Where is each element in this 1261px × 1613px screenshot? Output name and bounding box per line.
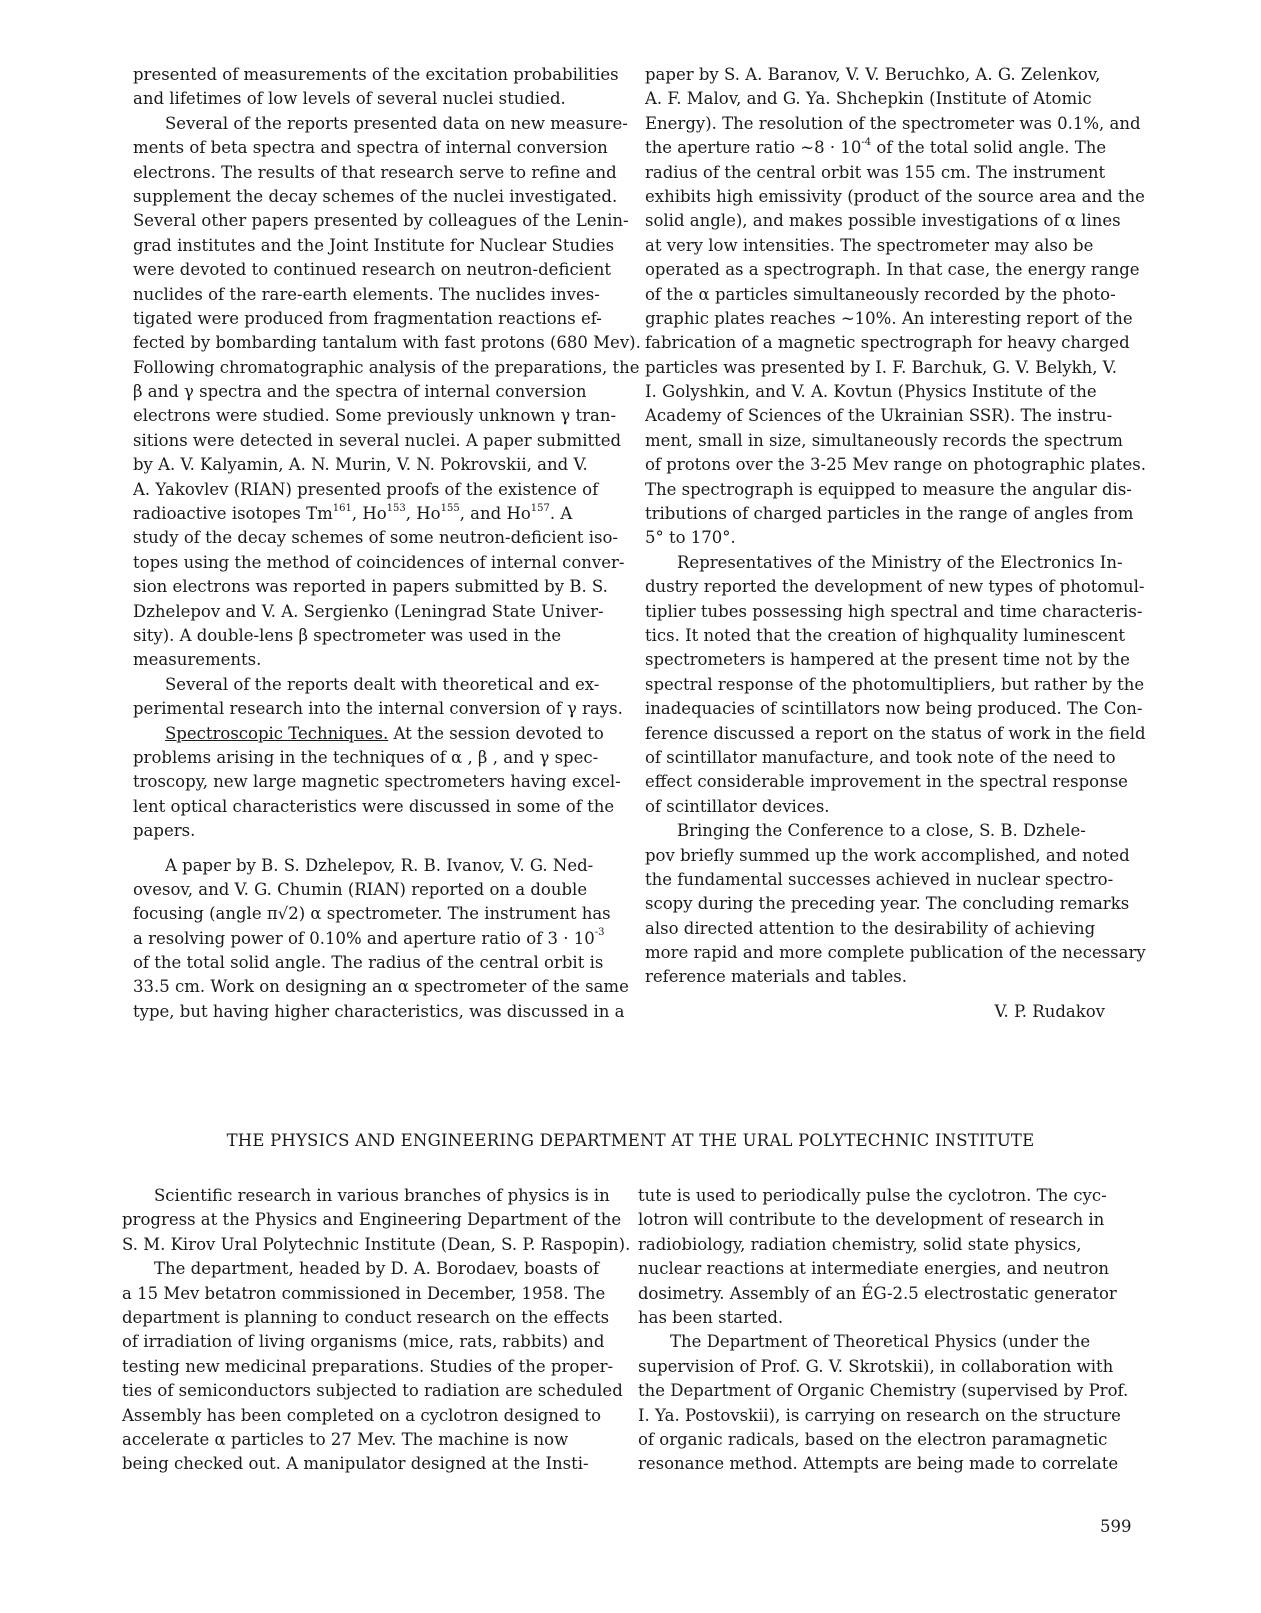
- text-line: solid angle), and makes possible investigations of α lines: [645, 211, 1121, 231]
- text-line: fabrication of a magnetic spectrograph for heavy charged: [645, 333, 1130, 353]
- text-line: effect considerable improvement in the spectral response: [645, 772, 1128, 792]
- text-line: ties of semiconductors subjected to radiation are scheduled: [122, 1381, 623, 1401]
- text-line: resonance method. Attempts are being made to correlate: [638, 1454, 1119, 1474]
- text-line: I. Golyshkin, and V. A. Kovtun (Physics Institute of the: [645, 382, 1097, 402]
- text-line: Energy). The resolution of the spectrometer was 0.1%, and: [645, 113, 1141, 133]
- text-line: A paper by B. S. Dzhelepov, R. B. Ivanov, V. G. Ned-: [165, 855, 594, 875]
- superscript: -3: [594, 927, 605, 939]
- text-line: papers.: [133, 821, 196, 841]
- text-line: Several other papers presented by colleagues of the Lenin-: [133, 211, 629, 231]
- text-line: graphic plates reaches ~10%. An interesting report of the: [645, 308, 1133, 328]
- spectroscopic-techniques-line: Spectroscopic Techniques. At the session devoted to: [165, 723, 604, 743]
- page-number: 599: [1100, 1517, 1132, 1536]
- text-line: the Department of Organic Chemistry (supervised by Prof.: [638, 1381, 1129, 1401]
- text-line: supplement the decay schemes of the nuclei investigated.: [133, 186, 618, 206]
- text-line: presented of measurements of the excitation probabilities: [133, 65, 619, 84]
- text-line: tics. It noted that the creation of highquality luminescent: [645, 625, 1126, 645]
- text-line: pov briefly summed up the work accomplished, and noted: [645, 845, 1130, 865]
- text-line: department is planning to conduct research on the effects: [122, 1307, 610, 1327]
- text-line: of irradiation of living organisms (mice, rats, rabbits) and: [122, 1332, 605, 1352]
- article-column-1: [133, 63, 645, 1024]
- text-line: were devoted to continued research on neutron-deficient: [133, 260, 611, 280]
- text-line: Academy of Sciences of the Ukrainian SSR). The instru-: [645, 406, 1113, 426]
- text-line: focusing (angle π√2) α spectrometer. The instrument has: [133, 904, 611, 924]
- text-line: of protons over the 3-25 Mev range on photographic plates.: [645, 455, 1146, 475]
- text-line: of the α particles simultaneously recorded by the photo-: [645, 284, 1116, 304]
- text-line: inadequacies of scintillators now being produced. The Con-: [645, 699, 1143, 719]
- text-line: also directed attention to the desirability of achieving: [645, 918, 1096, 938]
- text-line: the fundamental successes achieved in nuclear spectro-: [645, 869, 1114, 889]
- text-line: perimental research into the internal conversion of γ rays.: [133, 699, 623, 719]
- text-line: ment, small in size, simultaneously records the spectrum: [645, 430, 1123, 450]
- text-line: spectral response of the photomultipliers, but rather by the: [645, 674, 1145, 694]
- text-line: of the total solid angle. The radius of the central orbit is: [133, 953, 604, 973]
- text-line: grad institutes and the Joint Institute for Nuclear Studies: [133, 235, 615, 255]
- article-column-2: [645, 63, 1165, 1024]
- text-line: S. M. Kirov Ural Polytechnic Institute (Dean, S. P. Raspopin).: [122, 1234, 631, 1254]
- section-heading: Spectroscopic Techniques.: [165, 723, 389, 743]
- text-line: at very low intensities. The spectrometer may also be: [645, 235, 1094, 255]
- text-line: The department, headed by D. A. Borodaev, boasts of: [154, 1259, 600, 1279]
- text-line: Bringing the Conference to a close, S. B. Dzhele-: [677, 821, 1086, 841]
- text-line: A. F. Malov, and G. Ya. Shchepkin (Institute of Atomic: [645, 89, 1092, 109]
- text-line: accelerate α particles to 27 Mev. The machine is now: [122, 1429, 569, 1449]
- text-line: electrons were studied. Some previously unknown γ tran-: [133, 406, 617, 426]
- author-signature: V. P. Rudakov: [994, 1001, 1105, 1021]
- text-line: Scientific research in various branches of physics is in: [154, 1186, 610, 1205]
- text-line: Several of the reports presented data on new measure-: [165, 113, 628, 133]
- text-line: The spectrograph is equipped to measure the angular dis-: [645, 479, 1132, 499]
- text-line: reference materials and tables.: [645, 967, 907, 987]
- text-line: sity). A double-lens β spectrometer was used in the: [133, 625, 562, 645]
- text-line: type, but having higher characteristics, was discussed in a: [133, 1001, 625, 1021]
- text-line: operated as a spectrograph. In that case, the energy range: [645, 260, 1140, 280]
- text-line: electrons. The results of that research serve to refine and: [133, 162, 617, 182]
- text-line: dosimetry. Assembly of an ÉG-2.5 electrostatic generator: [638, 1283, 1117, 1303]
- text-line: progress at the Physics and Engineering Department of the: [122, 1210, 622, 1230]
- text-line: 33.5 cm. Work on designing an α spectrometer of the same: [133, 977, 629, 997]
- text-line: testing new medicinal preparations. Studies of the proper-: [122, 1356, 614, 1376]
- text-line: topes using the method of coincidences of internal conver-: [133, 552, 625, 572]
- text-line: 5° to 170°.: [645, 528, 736, 548]
- text-line: a 15 Mev betatron commissioned in December, 1958. The: [122, 1283, 606, 1303]
- text-line: tiplier tubes possessing high spectral and time characteris-: [645, 601, 1143, 621]
- text-line: scopy during the preceding year. The concluding remarks: [645, 894, 1130, 914]
- text-line: A. Yakovlev (RIAN) presented proofs of the existence of: [133, 479, 599, 499]
- text-line: Following chromatographic analysis of the preparations, the: [133, 357, 640, 377]
- text-line: β and γ spectra and the spectra of internal conversion: [133, 382, 587, 402]
- text-line: spectrometers is hampered at the present time not by the: [645, 650, 1130, 670]
- superscript: 157: [530, 502, 550, 514]
- text-line: Representatives of the Ministry of the Electronics In-: [677, 552, 1123, 572]
- text-line: Several of the reports dealt with theoretical and ex-: [165, 674, 600, 694]
- superscript: 153: [386, 502, 406, 514]
- article-column-3: [122, 1184, 634, 1477]
- text-line: and lifetimes of low levels of several nuclei studied.: [133, 89, 566, 109]
- text-line: fected by bombarding tantalum with fast protons (680 Mev).: [133, 333, 641, 353]
- text-line: lotron will contribute to the development of research in: [638, 1210, 1105, 1230]
- text-line: radius of the central orbit was 155 cm. The instrument: [645, 162, 1106, 182]
- text-line: of scintillator manufacture, and took note of the need to: [645, 747, 1116, 767]
- text-line: particles was presented by I. F. Barchuk, G. V. Belykh, V.: [645, 357, 1117, 377]
- text-line: ments of beta spectra and spectra of internal conversion: [133, 138, 608, 158]
- text-line: The Department of Theoretical Physics (under the: [670, 1332, 1091, 1352]
- text-line: ovesov, and V. G. Chumin (RIAN) reported on a double: [133, 879, 588, 899]
- section-title: THE PHYSICS AND ENGINEERING DEPARTMENT AT THE URAL POLYTECHNIC INSTITUTE: [226, 1131, 1035, 1150]
- text-line: supervision of Prof. G. V. Skrotskii), in collaboration with: [638, 1356, 1114, 1376]
- text-line: sion electrons was reported in papers submitted by B. S.: [133, 577, 608, 597]
- text-line: being checked out. A manipulator designed at the Insti-: [122, 1454, 589, 1474]
- text-line: Dzhelepov and V. A. Sergienko (Leningrad State Univer-: [133, 601, 604, 621]
- text-line: radiobiology, radiation chemistry, solid state physics,: [638, 1234, 1082, 1254]
- superscript: 155: [440, 502, 460, 514]
- text-line: tigated were produced from fragmentation reactions ef-: [133, 308, 602, 328]
- superscript: 161: [332, 502, 352, 514]
- text-line: tute is used to periodically pulse the cyclotron. The cyc-: [638, 1186, 1107, 1205]
- text-line: paper by S. A. Baranov, V. V. Beruchko, A. G. Zelenkov,: [645, 65, 1101, 84]
- isotopes-line: radioactive isotopes Tm$^{161}$, Ho$^{153}$, Ho$^{155}$, and Ho$^{157}$. A: [133, 502, 573, 524]
- text-line: nuclides of the rare-earth elements. The nuclides inves-: [133, 284, 600, 304]
- aperture-line: the aperture ratio ~8 · $10^{-4}$ of the total solid angle. The: [645, 136, 1107, 158]
- article-column-4: [638, 1184, 1158, 1477]
- text-line: of scintillator devices.: [645, 796, 830, 816]
- text-line: sitions were detected in several nuclei. A paper submitted: [133, 430, 622, 450]
- text-line: study of the decay schemes of some neutron-deficient iso-: [133, 528, 618, 548]
- text-line: troscopy, new large magnetic spectrometers having excel-: [133, 772, 621, 792]
- text-line: measurements.: [133, 650, 262, 670]
- text-line: I. Ya. Postovskii), is carrying on research on the structure: [638, 1405, 1121, 1425]
- text-line: ference discussed a report on the status of work in the field: [645, 723, 1146, 743]
- text-line: of organic radicals, based on the electron paramagnetic: [638, 1429, 1108, 1449]
- text-line: tributions of charged particles in the range of angles from: [645, 504, 1134, 524]
- text-line: dustry reported the development of new types of photomul-: [645, 577, 1145, 597]
- text-line: problems arising in the techniques of α , β , and γ spec-: [133, 747, 599, 767]
- text-line: exhibits high emissivity (product of the source area and the: [645, 186, 1145, 206]
- text-line: Assembly has been completed on a cyclotron designed to: [122, 1405, 602, 1425]
- text-line: lent optical characteristics were discussed in some of the: [133, 796, 615, 816]
- superscript: -4: [861, 136, 872, 148]
- text-line: has been started.: [638, 1307, 784, 1327]
- text-line: more rapid and more complete publication of the necessary: [645, 943, 1146, 963]
- resolving-line: a resolving power of 0.10% and aperture ratio of $3 \cdot 10^{-3}$: [133, 927, 605, 948]
- text-line: nuclear reactions at intermediate energies, and neutron: [638, 1259, 1110, 1279]
- text-line: by A. V. Kalyamin, A. N. Murin, V. N. Pokrovskii, and V.: [133, 455, 588, 475]
